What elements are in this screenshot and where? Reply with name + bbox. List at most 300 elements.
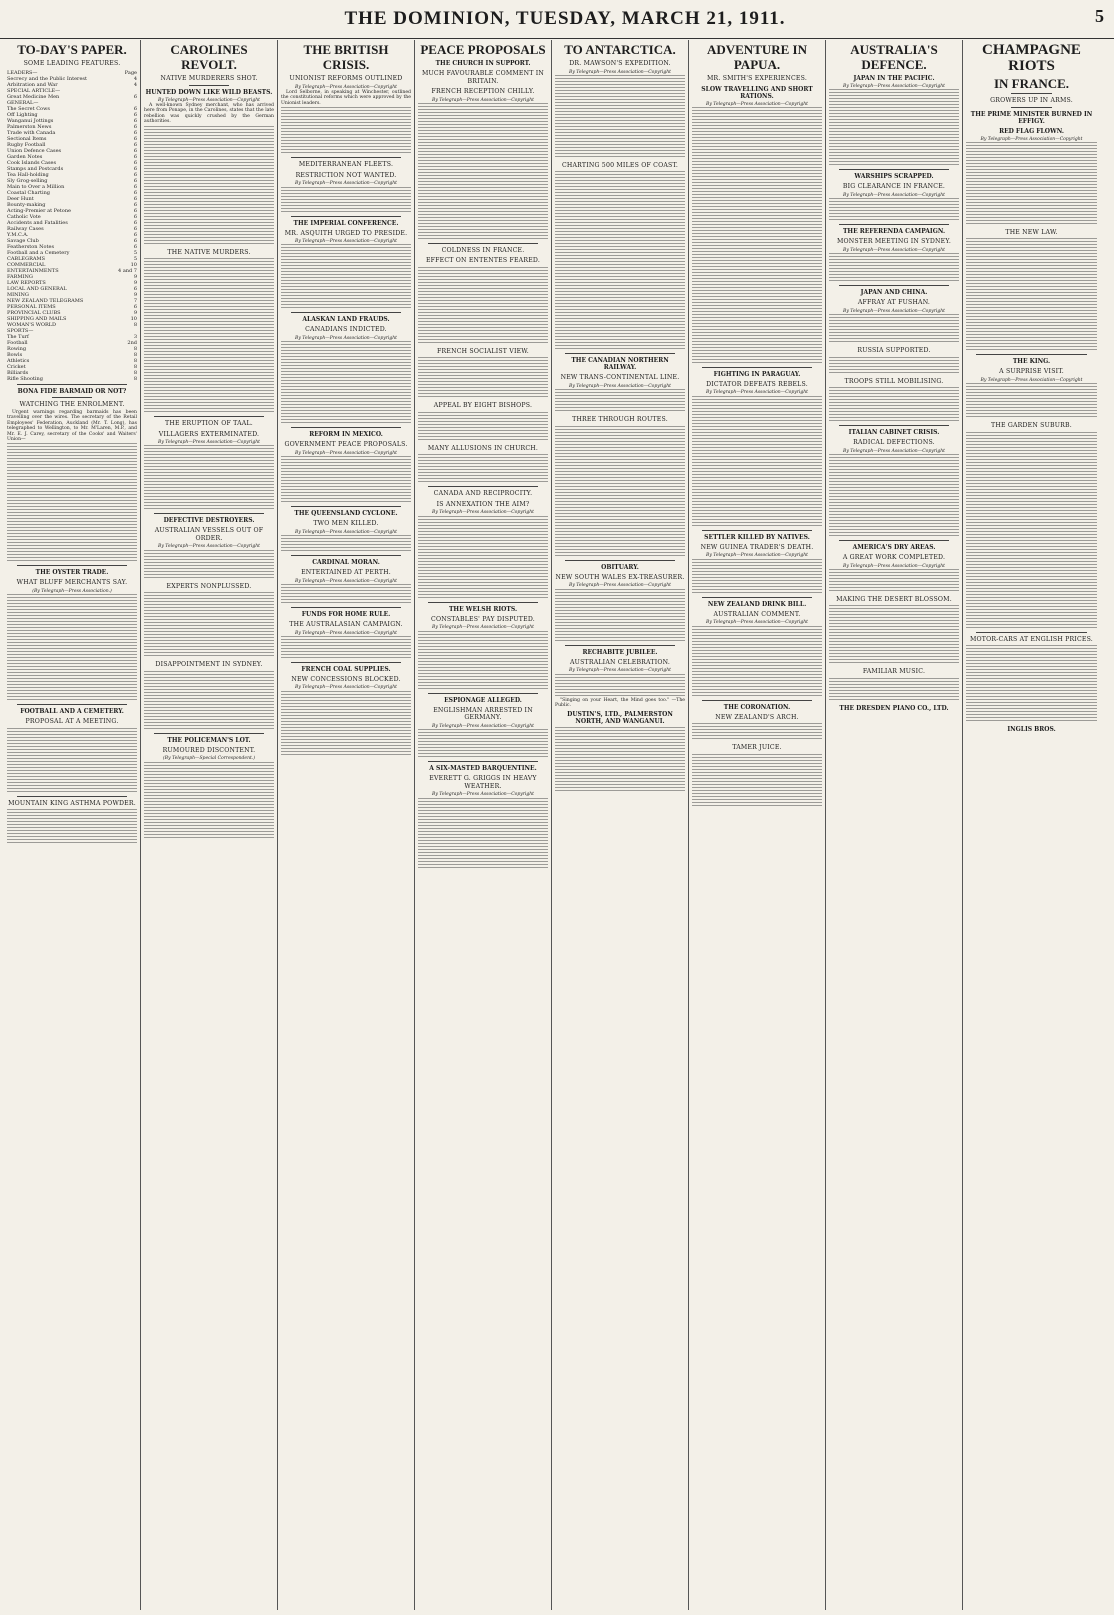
- section-divider: [1011, 107, 1052, 108]
- contents-index-label: Arbitration and War: [7, 81, 58, 88]
- contents-index-page: 8: [133, 357, 137, 364]
- section-divider: [428, 243, 538, 244]
- article-body-text: [692, 626, 822, 698]
- article-subheading: A SURPRISE VISIT.: [999, 368, 1064, 376]
- contents-index-label: Great Medicine Men: [7, 93, 60, 100]
- article-byline: By Telegraph—Press Association—Copyright: [158, 544, 260, 550]
- contents-index-label: The Turf: [7, 333, 29, 340]
- contents-index-label: Cricket: [7, 363, 26, 370]
- article-body-text: [692, 723, 822, 741]
- contents-index-label: COMMERCIAL: [7, 261, 46, 268]
- article-body-text: [418, 267, 548, 345]
- contents-index-page: 7: [133, 297, 137, 304]
- section-divider: [839, 224, 949, 225]
- article-heading: JAPAN IN THE PACIFIC.: [853, 75, 935, 82]
- article-byline: By Telegraph—Press Association—Copyright: [295, 450, 397, 456]
- contents-index-label: Stamps and Postcards: [7, 165, 64, 172]
- contents-index-page: 8: [133, 375, 137, 382]
- article-byline: By Telegraph—Press Association—Copyright: [158, 440, 260, 446]
- article-subheading: DICTATOR DEFEATS REBELS.: [706, 380, 808, 388]
- contents-index-page: Page: [124, 69, 137, 76]
- contents-index-page: 9: [133, 273, 137, 280]
- article-body-text: [418, 631, 548, 691]
- section-divider: [565, 560, 675, 561]
- contents-index-page: 6: [133, 117, 137, 124]
- section-divider: [428, 486, 538, 487]
- contents-index-row: [7, 376, 137, 382]
- article-heading: FUNDS FOR HOME RULE.: [301, 611, 391, 619]
- article-byline: By Telegraph—Press Association—Copyright: [295, 578, 397, 584]
- article-body-text: [281, 636, 411, 660]
- column-2: [141, 40, 278, 1610]
- contents-index-page: 8: [133, 369, 137, 376]
- article-heading: DEFECTIVE DESTROYERS.: [163, 517, 255, 525]
- article-heading: THE CORONATION.: [723, 703, 791, 711]
- contents-index-label: PERSONAL ITEMS: [7, 303, 56, 310]
- contents-index-page: 4: [133, 75, 137, 82]
- contents-index-page: 6: [133, 237, 137, 244]
- contents-index-page: 6: [133, 195, 137, 202]
- article-byline: By Telegraph—Press Association—Copyright: [432, 510, 534, 516]
- article-byline: By Telegraph—Press Association—Copyright: [295, 239, 397, 245]
- article-byline: By Telegraph—Press Association—Copyright: [843, 308, 945, 314]
- article-body-text: [144, 550, 274, 580]
- article-subheading: DR. MAWSON'S EXPEDITION.: [569, 60, 671, 67]
- article-subheading: MAKING THE DESERT BLOSSOM.: [836, 595, 952, 603]
- article-body-text: [418, 454, 548, 484]
- contents-index-page: 6: [133, 129, 137, 136]
- article-byline: By Telegraph—Press Association—Copyright: [432, 97, 534, 103]
- contents-index-label: Coastal Charting: [7, 189, 51, 196]
- section-divider: [839, 285, 949, 286]
- contents-index-label: Tea Hall-holding: [7, 171, 49, 178]
- section-divider: [565, 353, 675, 354]
- article-body-text: [829, 569, 959, 593]
- contents-index-label: LOCAL AND GENERAL: [7, 285, 67, 292]
- article-heading: THE KING.: [1012, 358, 1051, 366]
- contents-index-page: 6: [133, 147, 137, 154]
- section-divider: [291, 157, 401, 158]
- section-divider: [154, 513, 264, 514]
- article-byline: By Telegraph—Press Association—Copyright: [295, 84, 397, 90]
- article-body-text: [144, 445, 274, 511]
- article-subheading: MR. ASQUITH URGED TO PRESIDE.: [284, 229, 408, 237]
- contents-index-label: Trade with Canada: [7, 129, 56, 136]
- article-body-text: [144, 258, 274, 414]
- section-divider: [291, 427, 401, 428]
- contents-index-page: 5: [133, 255, 137, 262]
- article-subheading: EVERETT G. GRIGGS IN HEAVY WEATHER.: [429, 775, 537, 790]
- article-body-text: [418, 516, 548, 600]
- article-heading: CARDINAL MORAN.: [312, 559, 380, 567]
- contents-index-page: 6: [133, 201, 137, 208]
- contents-index-label: LEADERS—: [7, 69, 38, 76]
- contents-index-page: 5: [133, 249, 137, 256]
- article-body-text: [829, 253, 959, 283]
- contents-index-label: PROVINCIAL CLUBS: [7, 309, 61, 316]
- column-1: [4, 40, 141, 1610]
- article-body-text: [829, 454, 959, 538]
- article-subheading: RUMOURED DISCONTENT.: [162, 746, 256, 754]
- section-divider: [702, 700, 812, 701]
- article-subheading: ENTERTAINED AT PERTH.: [301, 569, 391, 577]
- article-byline: By Telegraph—Press Association—Copyright: [569, 668, 671, 674]
- article-heading: SETTLER KILLED BY NATIVES.: [704, 533, 810, 541]
- article-body-text: [829, 89, 959, 167]
- article-subheading: NEW CONCESSIONS BLOCKED.: [291, 675, 401, 683]
- section-divider: [17, 565, 127, 566]
- article-byline: By Telegraph—Press Association—Copyright: [569, 69, 671, 75]
- article-body-text: [7, 443, 137, 563]
- article-heading: INGLIS BROS.: [1007, 726, 1056, 734]
- article-body-text: [555, 426, 685, 558]
- article-subheading: WHAT BLUFF MERCHANTS SAY.: [16, 579, 128, 587]
- article-byline: By Telegraph—Press Association—Copyright: [706, 390, 808, 396]
- article-byline: By Telegraph—Press Association—Copyright: [295, 529, 397, 535]
- section-divider: [428, 602, 538, 603]
- article-subheading: TROOPS STILL MOBILISING.: [844, 377, 944, 385]
- article-headline: PEACE PROPOSALS: [420, 42, 546, 57]
- contents-index-page: 6: [133, 171, 137, 178]
- contents-index-label: Catholic Vote: [7, 213, 41, 220]
- article-byline: By Telegraph—Press Association—Copyright: [295, 335, 397, 341]
- contents-index-label: GENERAL—: [7, 99, 39, 106]
- contents-index-page: 4 and 7: [118, 267, 137, 274]
- section-divider: [565, 645, 675, 646]
- article-headline: CHAMPAGNE RIOTS: [982, 42, 1081, 74]
- section-divider: [428, 693, 538, 694]
- article-byline: By Telegraph—Press Association—Copyright: [432, 723, 534, 729]
- article-body-text: [555, 171, 685, 351]
- article-subheading: ENGLISHMAN ARRESTED IN GERMANY.: [433, 706, 533, 722]
- article-headline: TO ANTARCTICA.: [564, 42, 676, 57]
- article-byline: (By Telegraph—Press Association.): [32, 588, 112, 594]
- article-subheading: COLDNESS IN FRANCE.: [441, 246, 525, 254]
- article-heading: OBITUARY.: [601, 563, 639, 571]
- article-subheading: MR. SMITH'S EXPERIENCES.: [706, 75, 808, 82]
- article-subheading: GROWERS UP IN ARMS.: [990, 97, 1073, 104]
- contents-index-label: Savage Club: [7, 237, 39, 244]
- article-heading: THE REFERENDA CAMPAIGN.: [842, 228, 946, 236]
- article-body-text: [555, 75, 685, 159]
- section-divider: [702, 530, 812, 531]
- article-subheading: AUSTRALIAN COMMENT.: [713, 610, 801, 618]
- contents-index-label: Rifle Shooting: [7, 375, 43, 382]
- contents-index-page: 6: [133, 225, 137, 232]
- article-byline: By Telegraph—Press Association—Copyright: [706, 101, 808, 107]
- article-subheading: THREE THROUGH ROUTES.: [572, 416, 668, 424]
- article-body-text: [7, 728, 137, 794]
- article-heading: JAPAN AND CHINA.: [860, 289, 928, 297]
- article-byline: By Telegraph—Press Association—Copyright: [980, 136, 1083, 142]
- article-byline: By Telegraph—Press Association—Copyright: [706, 553, 808, 559]
- article-body-text: [418, 357, 548, 399]
- article-heading: RED FLAG FLOWN.: [999, 127, 1064, 135]
- contents-index: [7, 70, 137, 382]
- article-subheading: BIG CLEARANCE IN FRANCE.: [842, 183, 946, 191]
- section-divider: [976, 354, 1087, 355]
- article-body-text: [555, 727, 685, 793]
- article-body-text: [144, 762, 274, 840]
- article-paragraph: "Singing on your Heart, the Mind goes too." —The Public.: [555, 697, 685, 709]
- article-byline: By Telegraph—Press Association—Copyright: [569, 383, 671, 389]
- contents-index-label: WOMAN'S WORLD: [7, 321, 57, 328]
- article-heading: A SIX-MASTED BARQUENTINE.: [429, 765, 537, 773]
- contents-index-label: SPECIAL ARTICLE—: [7, 87, 61, 94]
- article-paragraph: Lord Selborne, in speaking at Winchester, outlined the constitutional reforms which were approved by the Unionist leaders.: [281, 89, 411, 106]
- contents-index-label: Football and a Cemetery: [7, 249, 70, 256]
- article-heading: THE POLICEMAN'S LOT.: [167, 736, 251, 744]
- article-heading: AMERICA'S DRY AREAS.: [852, 544, 936, 552]
- article-byline: By Telegraph—Press Association—Copyright: [158, 97, 260, 103]
- contents-index-label: Deer Hunt: [7, 195, 34, 202]
- article-body-text: [829, 198, 959, 222]
- contents-index-page: 6: [133, 93, 137, 100]
- article-body-text: [555, 589, 685, 643]
- article-subheading: CANADIANS INDICTED.: [305, 326, 387, 334]
- article-body-text: [144, 126, 274, 246]
- contents-index-page: 6: [133, 207, 137, 214]
- article-body-text: [418, 103, 548, 241]
- article-headline: THE BRITISH CRISIS.: [303, 42, 389, 72]
- article-body-text: [144, 671, 274, 731]
- article-body-text: [281, 456, 411, 504]
- contents-index-label: Rugby Football: [7, 141, 46, 148]
- article-byline: By Telegraph—Press Association—Copyright: [295, 630, 397, 636]
- article-subheading: AFFRAY AT FUSHAN.: [857, 299, 931, 307]
- contents-index-page: 6: [133, 231, 137, 238]
- article-subheading: IS ANNEXATION THE AIM?: [436, 500, 530, 508]
- article-byline: (By Telegraph—Special Correspondent.): [163, 756, 255, 762]
- article-subheading: MOTOR-CARS AT ENGLISH PRICES.: [970, 635, 1093, 643]
- article-body-text: [555, 389, 685, 413]
- column-7: [826, 40, 963, 1610]
- section-divider: [839, 169, 949, 170]
- contents-index-label: Garden Notes: [7, 153, 43, 160]
- article-paragraph: A well-known Sydney merchant, who has arrived here from Ponape, in the Carolines, states that the late rebellion was quickly crushed by the German authorities.: [144, 102, 274, 125]
- article-subheading: NEW GUINEA TRADER'S DEATH.: [700, 543, 814, 551]
- contents-index-label: Wanganui Jottings: [7, 117, 54, 124]
- article-subheading: UNIONIST REFORMS OUTLINED: [289, 75, 403, 82]
- article-body-text: [829, 357, 959, 375]
- article-heading: DUSTIN'S, LTD., PALMERSTON NORTH, AND WANGANUI.: [567, 711, 673, 726]
- contents-index-label: Billiards: [7, 369, 29, 376]
- article-subheading: GOVERNMENT PEACE PROPOSALS.: [284, 441, 408, 449]
- contents-index-label: Rowing: [7, 345, 27, 352]
- contents-index-label: SPORTS—: [7, 327, 34, 334]
- article-body-text: [966, 383, 1097, 419]
- column-8: [963, 40, 1100, 1610]
- section-divider: [17, 384, 127, 385]
- article-subheading: THE ERUPTION OF TAAL.: [165, 420, 253, 428]
- article-subheading: EFFECT ON ENTENTES FEARED.: [425, 257, 541, 265]
- article-body-text: [418, 412, 548, 442]
- article-subheading: THE NEW LAW.: [1005, 228, 1058, 236]
- article-subheading: MONSTER MEETING IN SYDNEY.: [836, 238, 952, 246]
- section-divider: [976, 632, 1087, 633]
- article-byline: By Telegraph—Press Association—Copyright: [843, 192, 945, 198]
- contents-index-label: Acting-Premier at Petone: [7, 207, 71, 214]
- contents-index-page: 6: [133, 213, 137, 220]
- article-body-text: [692, 107, 822, 365]
- contents-index-label: Football: [7, 339, 28, 346]
- article-body-text: [281, 244, 411, 310]
- contents-index-label: ENTERTAINMENTS: [7, 267, 59, 274]
- article-subheading: THE AUSTRALASIAN CAMPAIGN.: [289, 621, 403, 629]
- article-heading: FIGHTING IN PARAGUAY.: [713, 370, 801, 378]
- section-divider: [52, 397, 92, 398]
- contents-index-label: LAW REPORTS: [7, 279, 46, 286]
- masthead: [0, 0, 1114, 39]
- article-heading: WARSHIPS SCRAPPED.: [854, 173, 934, 181]
- article-subheading: CANADA AND RECIPROCITY.: [433, 490, 533, 498]
- column-5: [552, 40, 689, 1610]
- article-subheading: APPEAL BY EIGHT BISHOPS.: [433, 402, 533, 410]
- section-divider: [17, 796, 127, 797]
- newspaper-masthead-title: THE DOMINION, TUESDAY, MARCH 21, 1911.: [344, 8, 786, 29]
- article-headline: AUSTRALIA'S DEFENCE.: [850, 42, 938, 72]
- article-subheading: VILLAGERS EXTERMINATED.: [158, 430, 260, 438]
- section-divider: [154, 733, 264, 734]
- contents-index-label: Bowls: [7, 351, 23, 358]
- contents-index-page: 6: [133, 285, 137, 292]
- article-subheading: AUSTRALIAN CELEBRATION.: [569, 658, 671, 666]
- contents-index-label: Union Defence Cases: [7, 147, 62, 154]
- article-heading: BONA FIDE BARMAID OR NOT?: [17, 387, 127, 395]
- contents-index-page: 6: [133, 159, 137, 166]
- article-heading: THE CANADIAN NORTHERN RAILWAY.: [571, 357, 669, 372]
- article-subheading: SOME LEADING FEATURES.: [23, 60, 121, 67]
- article-body-text: [281, 341, 411, 425]
- article-heading: RECHABITE JUBILEE.: [582, 648, 658, 656]
- section-divider: [17, 704, 127, 705]
- contents-index-label: The Secret Cows: [7, 105, 50, 112]
- contents-index-label: Sly Grog-selling: [7, 177, 48, 184]
- article-byline: By Telegraph—Press Association—Copyright: [843, 563, 945, 569]
- article-body-text: [418, 729, 548, 759]
- contents-index-page: 6: [133, 243, 137, 250]
- contents-index-page: 8: [133, 321, 137, 328]
- contents-index-label: Featherston Notes: [7, 243, 55, 250]
- article-subheading: MUCH FAVOURABLE COMMENT IN BRITAIN.: [421, 70, 545, 85]
- article-subheading: TAMER JUICE.: [732, 744, 782, 752]
- article-subheading: TWO MEN KILLED.: [313, 520, 379, 528]
- article-byline: By Telegraph—Press Association—Copyright: [843, 448, 945, 454]
- article-body-text: [281, 584, 411, 605]
- article-subheading: RUSSIA SUPPORTED.: [857, 347, 931, 355]
- article-heading: SLOW TRAVELLING AND SHORT RATIONS.: [701, 85, 813, 100]
- article-subheading: THE GARDEN SUBURB.: [991, 422, 1072, 430]
- contents-index-page: 6: [133, 177, 137, 184]
- article-body-text: [7, 594, 137, 702]
- article-byline: By Telegraph—Press Association—Copyright: [980, 377, 1083, 383]
- contents-index-page: 6: [133, 111, 137, 118]
- article-subheading: EXPERTS NONPLUSSED.: [166, 582, 252, 590]
- contents-index-page: 6: [133, 153, 137, 160]
- article-heading: THE DRESDEN PIANO CO., LTD.: [839, 704, 949, 712]
- article-body-text: [692, 396, 822, 528]
- section-divider: [291, 216, 401, 217]
- contents-index-label: MINING: [7, 291, 29, 298]
- section-divider: [291, 607, 401, 608]
- contents-index-page: 6: [133, 135, 137, 142]
- article-headline: CAROLINES REVOLT.: [170, 42, 248, 72]
- article-body-text: [281, 535, 411, 553]
- section-divider: [189, 85, 229, 86]
- contents-index-page: 8: [133, 351, 137, 358]
- article-subheading: CONSTABLES' PAY DISPUTED.: [431, 615, 535, 623]
- contents-index-label: Secrecy and the Public Interest: [7, 75, 87, 82]
- article-byline: By Telegraph—Press Association—Copyright: [569, 583, 671, 589]
- article-body-text: [144, 592, 274, 658]
- contents-index-label: Palmerston News: [7, 123, 52, 130]
- article-heading: FRENCH COAL SUPPLIES.: [301, 665, 391, 673]
- article-subheading: NEW TRANS-CONTINENTAL LINE.: [560, 374, 680, 382]
- contents-index-label: Athletics: [7, 357, 30, 364]
- section-divider: [291, 555, 401, 556]
- section-divider: [291, 506, 401, 507]
- article-heading: ALASKAN LAND FRAUDS.: [302, 316, 390, 324]
- article-byline: By Telegraph—Press Association—Copyright: [432, 792, 534, 798]
- section-divider: [291, 662, 401, 663]
- contents-index-label: Sectional Items: [7, 135, 47, 142]
- column-4: [415, 40, 552, 1610]
- article-subheading: AUSTRALIAN VESSELS OUT OF ORDER.: [154, 527, 264, 542]
- page-number: 5: [1095, 6, 1104, 26]
- article-heading: THE OYSTER TRADE.: [35, 569, 109, 577]
- contents-index-label: Main to Over a Million: [7, 183, 65, 190]
- contents-index-page: 3: [133, 333, 137, 340]
- contents-index-page: 9: [133, 309, 137, 316]
- section-divider: [839, 425, 949, 426]
- section-divider: [1011, 93, 1052, 94]
- article-subheading: DISAPPOINTMENT IN SYDNEY.: [155, 661, 263, 669]
- article-subheading: THE NATIVE MURDERS.: [167, 248, 251, 256]
- article-byline: By Telegraph—Press Association—Copyright: [295, 685, 397, 691]
- article-body-text: [555, 674, 685, 698]
- contents-index-page: 6: [133, 141, 137, 148]
- article-subheading: MEDITERRANEAN FLEETS.: [298, 161, 394, 169]
- column-3: [278, 40, 415, 1610]
- article-headline: TO-DAY'S PAPER.: [17, 42, 127, 57]
- contents-index-page: 6: [133, 183, 137, 190]
- contents-index-label: Y.M.C.A.: [7, 231, 29, 238]
- article-body-text: [281, 187, 411, 214]
- article-heading: HUNTED DOWN LIKE WILD BEASTS.: [145, 88, 273, 96]
- newspaper-columns: [4, 40, 1110, 1610]
- section-divider: [702, 597, 812, 598]
- section-divider: [154, 416, 264, 417]
- article-body-text: [692, 559, 822, 595]
- article-subheading: NEW SOUTH WALES EX-TREASURER.: [555, 573, 685, 581]
- article-heading: THE PRIME MINISTER BURNED IN EFFIGY.: [970, 110, 1093, 125]
- article-subheading: CHARTING 500 MILES OF COAST.: [561, 161, 679, 169]
- article-body-text: [281, 107, 411, 155]
- contents-index-label: NEW ZEALAND TELEGRAMS: [7, 297, 84, 304]
- article-subheading: WATCHING THE ENROLMENT.: [19, 400, 125, 408]
- article-heading: ESPIONAGE ALLEGED.: [444, 696, 522, 704]
- article-heading: THE IMPERIAL CONFERENCE.: [293, 219, 399, 227]
- article-byline: By Telegraph—Press Association—Copyright: [706, 620, 808, 626]
- article-subheading: MANY ALLUSIONS IN CHURCH.: [427, 444, 539, 452]
- article-headline: ADVENTURE IN PAPUA.: [706, 42, 808, 72]
- contents-index-page: 8: [133, 363, 137, 370]
- contents-index-label: Railway Cases: [7, 225, 44, 232]
- contents-index-label: Bounty-making: [7, 201, 46, 208]
- section-divider: [839, 540, 949, 541]
- contents-index-label: CABLEGRAMS: [7, 255, 45, 262]
- contents-index-label: Accidents and Fatalities: [7, 219, 68, 226]
